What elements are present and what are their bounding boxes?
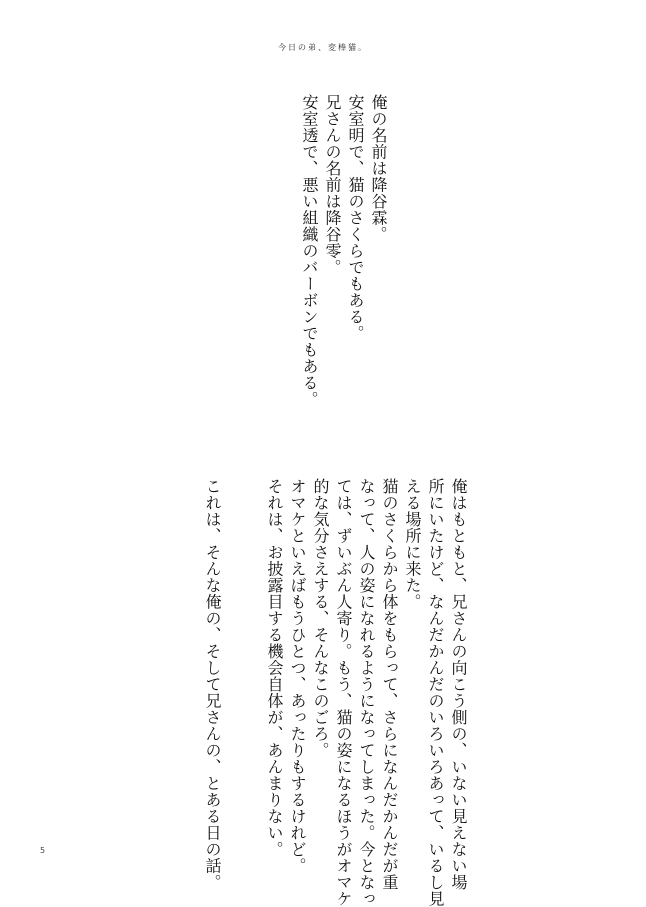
text-line: 安室透で、悪い組織のバーボンでもある。 bbox=[300, 94, 319, 408]
page-number: 5 bbox=[40, 846, 46, 855]
text-line: これは、そんな俺の、そして兄さんの、とある日の話。 bbox=[203, 478, 222, 891]
text-line: 俺はもともと、兄さんの向こう側の、いない見えない場 bbox=[449, 478, 468, 891]
text-line: 安室明で、猫のさくらでもある。 bbox=[346, 94, 365, 342]
closing-line bbox=[196, 478, 224, 891]
text-line: 俺の名前は降谷霖。 bbox=[369, 94, 388, 243]
text-line: 兄さんの名前は降谷零。 bbox=[323, 94, 342, 276]
intro-paragraph bbox=[280, 94, 390, 408]
running-header: 今日の弟、変棒猫。 bbox=[278, 43, 368, 52]
text-line: なって、人の姿になれるようになってしまった。今となっ bbox=[357, 478, 376, 907]
text-line: オマケといえばもうひとつ、あったりもするけれど。 bbox=[288, 478, 307, 874]
text-line: 所にいたけど、なんだかんだのいろいろあって、いるし見 bbox=[426, 478, 445, 907]
text-line: える場所に来た。 bbox=[403, 478, 422, 610]
text-line: ては、ずいぶん人寄り。もう、猫の姿になるほうがオマケ bbox=[334, 478, 353, 907]
text-line: それは、お披露目する機会自体が、あんまりない。 bbox=[265, 478, 284, 858]
body-paragraph bbox=[265, 478, 470, 907]
text-line: 猫のさくらから体をもらって、さらになんだかんだが重 bbox=[380, 478, 399, 891]
text-line: 的な気分さえする、そんなこのごろ。 bbox=[311, 478, 330, 759]
